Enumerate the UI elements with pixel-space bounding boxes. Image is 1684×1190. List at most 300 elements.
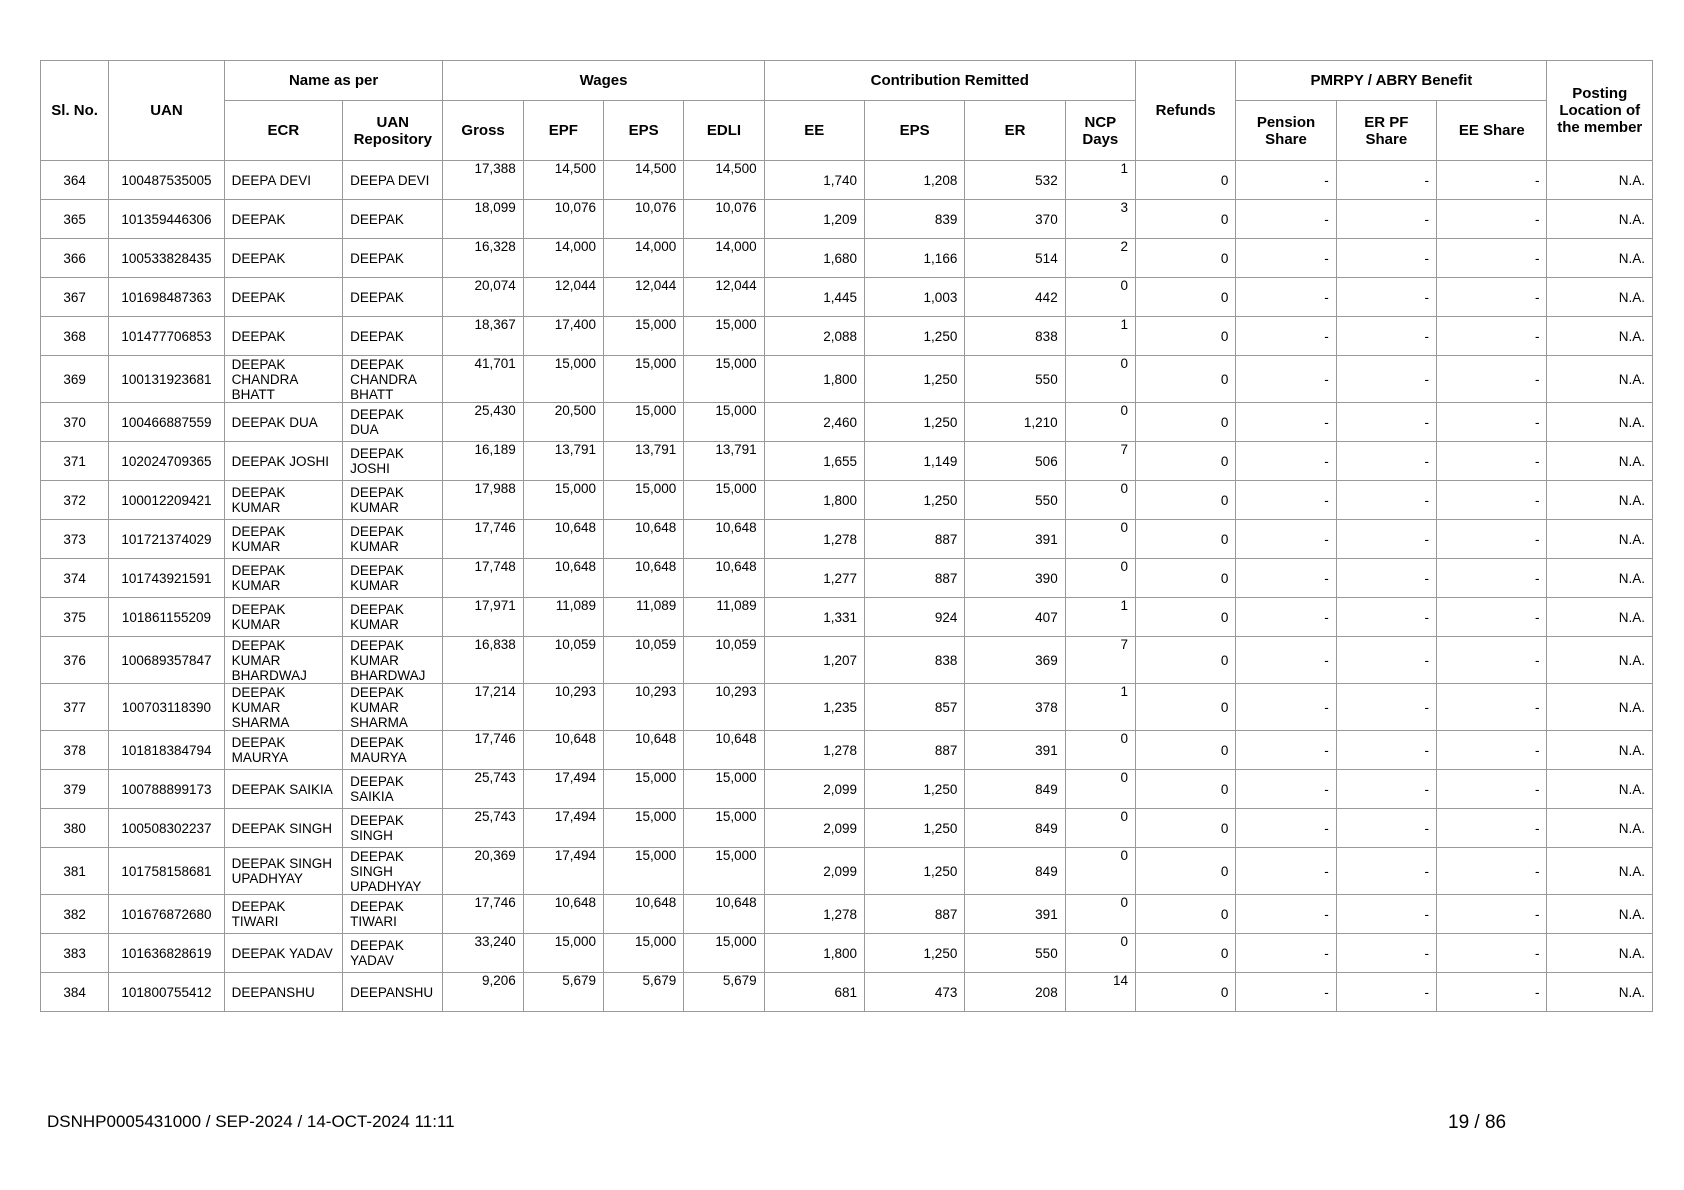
cell-ecr-name: DEEPAK JOSHI xyxy=(224,442,342,481)
cell-contribution-eps: 1,250 xyxy=(864,317,964,356)
cell-ecr-name: DEEPAK DUA xyxy=(224,403,342,442)
cell-epf: 13,791 xyxy=(523,442,603,481)
cell-ee-share: - xyxy=(1437,973,1547,1012)
cell-contribution-eps: 1,208 xyxy=(864,161,964,200)
cell-ee-share: - xyxy=(1437,895,1547,934)
cell-edli: 10,648 xyxy=(684,559,764,598)
cell-edli: 15,000 xyxy=(684,848,764,895)
cell-gross: 9,206 xyxy=(443,973,523,1012)
cell-ncp-days: 1 xyxy=(1065,684,1135,731)
cell-uan: 101721374029 xyxy=(109,520,224,559)
cell-refunds: 0 xyxy=(1135,161,1235,200)
cell-posting-location: N.A. xyxy=(1547,520,1653,559)
cell-contribution-eps: 1,149 xyxy=(864,442,964,481)
cell-er: 506 xyxy=(965,442,1065,481)
cell-refunds: 0 xyxy=(1135,442,1235,481)
cell-refunds: 0 xyxy=(1135,934,1235,973)
cell-ee: 681 xyxy=(764,973,864,1012)
cell-refunds: 0 xyxy=(1135,481,1235,520)
header-contribution-eps: EPS xyxy=(864,101,964,161)
cell-posting-location: N.A. xyxy=(1547,934,1653,973)
cell-posting-location: N.A. xyxy=(1547,848,1653,895)
table-body xyxy=(41,161,1653,1012)
table-row xyxy=(41,200,1653,239)
cell-sl-no: 373 xyxy=(41,520,109,559)
cell-wages-eps: 10,059 xyxy=(604,637,684,684)
cell-sl-no: 368 xyxy=(41,317,109,356)
cell-pension-share: - xyxy=(1236,934,1336,973)
cell-uan-repository-name: DEEPAK KUMAR xyxy=(343,598,443,637)
cell-uan-repository-name: DEEPAK CHANDRA BHATT xyxy=(343,356,443,403)
cell-er: 550 xyxy=(965,934,1065,973)
cell-sl-no: 380 xyxy=(41,809,109,848)
cell-edli: 13,791 xyxy=(684,442,764,481)
cell-wages-eps: 10,648 xyxy=(604,731,684,770)
cell-uan-repository-name: DEEPAK KUMAR xyxy=(343,520,443,559)
table-row xyxy=(41,356,1653,403)
cell-sl-no: 383 xyxy=(41,934,109,973)
cell-uan: 101359446306 xyxy=(109,200,224,239)
cell-epf: 12,044 xyxy=(523,278,603,317)
cell-refunds: 0 xyxy=(1135,770,1235,809)
cell-pension-share: - xyxy=(1236,973,1336,1012)
cell-ee-share: - xyxy=(1437,684,1547,731)
cell-uan: 101861155209 xyxy=(109,598,224,637)
cell-wages-eps: 15,000 xyxy=(604,403,684,442)
cell-uan: 100788899173 xyxy=(109,770,224,809)
cell-uan-repository-name: DEEPAK xyxy=(343,239,443,278)
cell-er-pf-share: - xyxy=(1336,637,1436,684)
cell-uan-repository-name: DEEPAK KUMAR SHARMA xyxy=(343,684,443,731)
cell-er-pf-share: - xyxy=(1336,848,1436,895)
cell-edli: 15,000 xyxy=(684,317,764,356)
cell-ncp-days: 0 xyxy=(1065,770,1135,809)
cell-er: 391 xyxy=(965,520,1065,559)
cell-pension-share: - xyxy=(1236,848,1336,895)
cell-ncp-days: 14 xyxy=(1065,973,1135,1012)
cell-epf: 11,089 xyxy=(523,598,603,637)
footer-document-id: DSNHP0005431000 / SEP-2024 / 14-OCT-2024 11:11 xyxy=(47,1112,455,1131)
cell-refunds: 0 xyxy=(1135,598,1235,637)
cell-edli: 10,648 xyxy=(684,895,764,934)
cell-epf: 15,000 xyxy=(523,481,603,520)
cell-pension-share: - xyxy=(1236,317,1336,356)
cell-er: 370 xyxy=(965,200,1065,239)
cell-edli: 10,059 xyxy=(684,637,764,684)
cell-refunds: 0 xyxy=(1135,848,1235,895)
cell-ee: 2,088 xyxy=(764,317,864,356)
cell-ee-share: - xyxy=(1437,809,1547,848)
cell-gross: 25,743 xyxy=(443,809,523,848)
cell-uan-repository-name: DEEPAK xyxy=(343,200,443,239)
cell-edli: 14,500 xyxy=(684,161,764,200)
cell-uan-repository-name: DEEPAK KUMAR xyxy=(343,559,443,598)
cell-wages-eps: 14,000 xyxy=(604,239,684,278)
cell-er: 532 xyxy=(965,161,1065,200)
cell-ncp-days: 0 xyxy=(1065,403,1135,442)
cell-sl-no: 367 xyxy=(41,278,109,317)
cell-refunds: 0 xyxy=(1135,520,1235,559)
cell-uan: 100012209421 xyxy=(109,481,224,520)
header-pension-share: Pension Share xyxy=(1236,101,1336,161)
cell-edli: 15,000 xyxy=(684,356,764,403)
cell-ee: 1,207 xyxy=(764,637,864,684)
cell-uan: 100131923681 xyxy=(109,356,224,403)
cell-ncp-days: 0 xyxy=(1065,278,1135,317)
cell-edli: 15,000 xyxy=(684,770,764,809)
cell-ee-share: - xyxy=(1437,442,1547,481)
cell-er: 514 xyxy=(965,239,1065,278)
table-row xyxy=(41,598,1653,637)
cell-uan: 100466887559 xyxy=(109,403,224,442)
cell-refunds: 0 xyxy=(1135,356,1235,403)
table-row xyxy=(41,317,1653,356)
table-row xyxy=(41,973,1653,1012)
cell-uan-repository-name: DEEPAK DUA xyxy=(343,403,443,442)
cell-gross: 18,099 xyxy=(443,200,523,239)
table-row xyxy=(41,637,1653,684)
cell-ecr-name: DEEPAK SINGH xyxy=(224,809,342,848)
cell-uan-repository-name: DEEPANSHU xyxy=(343,973,443,1012)
cell-posting-location: N.A. xyxy=(1547,637,1653,684)
cell-wages-eps: 11,089 xyxy=(604,598,684,637)
header-contribution-remitted: Contribution Remitted xyxy=(764,61,1135,101)
cell-gross: 18,367 xyxy=(443,317,523,356)
cell-uan: 100487535005 xyxy=(109,161,224,200)
cell-er-pf-share: - xyxy=(1336,684,1436,731)
cell-ecr-name: DEEPAK xyxy=(224,200,342,239)
cell-uan: 100689357847 xyxy=(109,637,224,684)
cell-edli: 15,000 xyxy=(684,809,764,848)
cell-er-pf-share: - xyxy=(1336,442,1436,481)
cell-ecr-name: DEEPA DEVI xyxy=(224,161,342,200)
cell-ecr-name: DEEPAK YADAV xyxy=(224,934,342,973)
cell-ecr-name: DEEPAK SINGH UPADHYAY xyxy=(224,848,342,895)
cell-ncp-days: 0 xyxy=(1065,356,1135,403)
cell-ee-share: - xyxy=(1437,848,1547,895)
cell-ee-share: - xyxy=(1437,731,1547,770)
cell-posting-location: N.A. xyxy=(1547,770,1653,809)
cell-er: 442 xyxy=(965,278,1065,317)
cell-ncp-days: 0 xyxy=(1065,520,1135,559)
cell-ee: 1,655 xyxy=(764,442,864,481)
cell-epf: 10,293 xyxy=(523,684,603,731)
header-er: ER xyxy=(965,101,1065,161)
header-ee-share: EE Share xyxy=(1437,101,1547,161)
cell-er-pf-share: - xyxy=(1336,731,1436,770)
cell-wages-eps: 15,000 xyxy=(604,770,684,809)
cell-ncp-days: 2 xyxy=(1065,239,1135,278)
cell-gross: 17,971 xyxy=(443,598,523,637)
cell-ee: 2,099 xyxy=(764,770,864,809)
cell-refunds: 0 xyxy=(1135,731,1235,770)
cell-uan-repository-name: DEEPA DEVI xyxy=(343,161,443,200)
cell-sl-no: 376 xyxy=(41,637,109,684)
header-er-pf-share: ER PF Share xyxy=(1336,101,1436,161)
cell-sl-no: 370 xyxy=(41,403,109,442)
cell-er-pf-share: - xyxy=(1336,809,1436,848)
cell-wages-eps: 15,000 xyxy=(604,481,684,520)
cell-er: 849 xyxy=(965,770,1065,809)
cell-ecr-name: DEEPAK xyxy=(224,278,342,317)
cell-er-pf-share: - xyxy=(1336,559,1436,598)
cell-epf: 17,400 xyxy=(523,317,603,356)
cell-epf: 15,000 xyxy=(523,934,603,973)
cell-pension-share: - xyxy=(1236,559,1336,598)
cell-er: 550 xyxy=(965,481,1065,520)
cell-posting-location: N.A. xyxy=(1547,239,1653,278)
cell-contribution-eps: 1,250 xyxy=(864,356,964,403)
cell-uan: 100533828435 xyxy=(109,239,224,278)
header-wages: Wages xyxy=(443,61,764,101)
cell-contribution-eps: 887 xyxy=(864,520,964,559)
cell-edli: 10,076 xyxy=(684,200,764,239)
cell-ecr-name: DEEPAK KUMAR xyxy=(224,559,342,598)
cell-gross: 17,214 xyxy=(443,684,523,731)
cell-ncp-days: 0 xyxy=(1065,848,1135,895)
cell-edli: 5,679 xyxy=(684,973,764,1012)
cell-ncp-days: 1 xyxy=(1065,598,1135,637)
cell-ecr-name: DEEPAK xyxy=(224,317,342,356)
cell-posting-location: N.A. xyxy=(1547,809,1653,848)
table-row xyxy=(41,731,1653,770)
table-row xyxy=(41,161,1653,200)
cell-er: 849 xyxy=(965,848,1065,895)
cell-er: 391 xyxy=(965,895,1065,934)
cell-contribution-eps: 887 xyxy=(864,895,964,934)
cell-pension-share: - xyxy=(1236,356,1336,403)
cell-gross: 16,838 xyxy=(443,637,523,684)
cell-uan: 101818384794 xyxy=(109,731,224,770)
cell-er-pf-share: - xyxy=(1336,973,1436,1012)
cell-er: 407 xyxy=(965,598,1065,637)
cell-contribution-eps: 473 xyxy=(864,973,964,1012)
cell-posting-location: N.A. xyxy=(1547,684,1653,731)
table-row xyxy=(41,895,1653,934)
cell-epf: 10,059 xyxy=(523,637,603,684)
table-row xyxy=(41,848,1653,895)
cell-uan: 101743921591 xyxy=(109,559,224,598)
table-row xyxy=(41,239,1653,278)
ecr-member-table xyxy=(40,60,1653,1012)
cell-gross: 17,746 xyxy=(443,731,523,770)
cell-ecr-name: DEEPAK KUMAR xyxy=(224,520,342,559)
cell-er: 391 xyxy=(965,731,1065,770)
table-row xyxy=(41,278,1653,317)
cell-er-pf-share: - xyxy=(1336,770,1436,809)
cell-ncp-days: 1 xyxy=(1065,317,1135,356)
cell-pension-share: - xyxy=(1236,481,1336,520)
cell-wages-eps: 10,648 xyxy=(604,559,684,598)
header-sl-no: Sl. No. xyxy=(41,61,109,161)
cell-gross: 41,701 xyxy=(443,356,523,403)
cell-sl-no: 381 xyxy=(41,848,109,895)
cell-edli: 10,648 xyxy=(684,520,764,559)
cell-posting-location: N.A. xyxy=(1547,481,1653,520)
cell-gross: 17,746 xyxy=(443,895,523,934)
cell-pension-share: - xyxy=(1236,598,1336,637)
cell-sl-no: 371 xyxy=(41,442,109,481)
cell-contribution-eps: 857 xyxy=(864,684,964,731)
cell-gross: 16,328 xyxy=(443,239,523,278)
cell-pension-share: - xyxy=(1236,239,1336,278)
cell-ncp-days: 0 xyxy=(1065,731,1135,770)
cell-epf: 10,076 xyxy=(523,200,603,239)
cell-gross: 25,743 xyxy=(443,770,523,809)
cell-wages-eps: 15,000 xyxy=(604,317,684,356)
cell-sl-no: 378 xyxy=(41,731,109,770)
cell-wages-eps: 10,648 xyxy=(604,520,684,559)
cell-gross: 17,388 xyxy=(443,161,523,200)
cell-gross: 20,369 xyxy=(443,848,523,895)
cell-posting-location: N.A. xyxy=(1547,403,1653,442)
cell-posting-location: N.A. xyxy=(1547,559,1653,598)
table-row xyxy=(41,481,1653,520)
cell-refunds: 0 xyxy=(1135,684,1235,731)
cell-er: 390 xyxy=(965,559,1065,598)
header-gross: Gross xyxy=(443,101,523,161)
cell-er-pf-share: - xyxy=(1336,598,1436,637)
cell-uan-repository-name: DEEPAK MAURYA xyxy=(343,731,443,770)
cell-ee: 1,278 xyxy=(764,731,864,770)
cell-ee-share: - xyxy=(1437,403,1547,442)
cell-uan-repository-name: DEEPAK TIWARI xyxy=(343,895,443,934)
cell-edli: 15,000 xyxy=(684,934,764,973)
cell-ee: 1,740 xyxy=(764,161,864,200)
cell-posting-location: N.A. xyxy=(1547,200,1653,239)
cell-er-pf-share: - xyxy=(1336,934,1436,973)
cell-ecr-name: DEEPAK SAIKIA xyxy=(224,770,342,809)
cell-uan: 102024709365 xyxy=(109,442,224,481)
cell-ncp-days: 0 xyxy=(1065,895,1135,934)
cell-uan-repository-name: DEEPAK xyxy=(343,317,443,356)
cell-posting-location: N.A. xyxy=(1547,895,1653,934)
header-epf: EPF xyxy=(523,101,603,161)
cell-epf: 20,500 xyxy=(523,403,603,442)
header-wages-eps: EPS xyxy=(604,101,684,161)
cell-sl-no: 384 xyxy=(41,973,109,1012)
cell-er-pf-share: - xyxy=(1336,403,1436,442)
cell-er: 369 xyxy=(965,637,1065,684)
cell-ee: 1,680 xyxy=(764,239,864,278)
cell-ee: 1,445 xyxy=(764,278,864,317)
cell-contribution-eps: 1,250 xyxy=(864,848,964,895)
cell-refunds: 0 xyxy=(1135,403,1235,442)
cell-posting-location: N.A. xyxy=(1547,442,1653,481)
cell-wages-eps: 10,293 xyxy=(604,684,684,731)
cell-contribution-eps: 839 xyxy=(864,200,964,239)
cell-ee: 1,277 xyxy=(764,559,864,598)
cell-sl-no: 379 xyxy=(41,770,109,809)
cell-gross: 33,240 xyxy=(443,934,523,973)
cell-ee-share: - xyxy=(1437,934,1547,973)
cell-uan: 101676872680 xyxy=(109,895,224,934)
cell-epf: 5,679 xyxy=(523,973,603,1012)
table-row xyxy=(41,403,1653,442)
cell-uan-repository-name: DEEPAK KUMAR BHARDWAJ xyxy=(343,637,443,684)
cell-uan: 100703118390 xyxy=(109,684,224,731)
cell-epf: 15,000 xyxy=(523,356,603,403)
cell-refunds: 0 xyxy=(1135,809,1235,848)
cell-ecr-name: DEEPAK MAURYA xyxy=(224,731,342,770)
cell-ecr-name: DEEPAK KUMAR xyxy=(224,598,342,637)
cell-wages-eps: 10,648 xyxy=(604,895,684,934)
cell-contribution-eps: 1,003 xyxy=(864,278,964,317)
cell-sl-no: 365 xyxy=(41,200,109,239)
cell-ee-share: - xyxy=(1437,520,1547,559)
cell-edli: 10,648 xyxy=(684,731,764,770)
cell-refunds: 0 xyxy=(1135,278,1235,317)
cell-epf: 17,494 xyxy=(523,848,603,895)
cell-er-pf-share: - xyxy=(1336,278,1436,317)
cell-ecr-name: DEEPAK TIWARI xyxy=(224,895,342,934)
cell-ee: 1,800 xyxy=(764,934,864,973)
cell-er-pf-share: - xyxy=(1336,356,1436,403)
cell-ee-share: - xyxy=(1437,481,1547,520)
cell-pension-share: - xyxy=(1236,403,1336,442)
cell-ee: 1,331 xyxy=(764,598,864,637)
cell-contribution-eps: 887 xyxy=(864,731,964,770)
cell-ee: 2,099 xyxy=(764,848,864,895)
cell-edli: 10,293 xyxy=(684,684,764,731)
header-uan-repository: UAN Repository xyxy=(343,101,443,161)
cell-ee-share: - xyxy=(1437,161,1547,200)
cell-edli: 15,000 xyxy=(684,403,764,442)
header-posting-location: Posting Location of the member xyxy=(1547,61,1653,161)
cell-epf: 17,494 xyxy=(523,770,603,809)
cell-pension-share: - xyxy=(1236,442,1336,481)
cell-uan: 101758158681 xyxy=(109,848,224,895)
cell-ncp-days: 0 xyxy=(1065,559,1135,598)
cell-er-pf-share: - xyxy=(1336,317,1436,356)
cell-uan: 100508302237 xyxy=(109,809,224,848)
cell-ecr-name: DEEPAK KUMAR BHARDWAJ xyxy=(224,637,342,684)
cell-contribution-eps: 1,166 xyxy=(864,239,964,278)
table-row xyxy=(41,442,1653,481)
cell-edli: 12,044 xyxy=(684,278,764,317)
table-row xyxy=(41,934,1653,973)
cell-uan-repository-name: DEEPAK JOSHI xyxy=(343,442,443,481)
cell-ee-share: - xyxy=(1437,770,1547,809)
cell-uan: 101477706853 xyxy=(109,317,224,356)
cell-wages-eps: 15,000 xyxy=(604,934,684,973)
cell-posting-location: N.A. xyxy=(1547,317,1653,356)
cell-refunds: 0 xyxy=(1135,895,1235,934)
cell-ee: 2,099 xyxy=(764,809,864,848)
cell-ecr-name: DEEPAK xyxy=(224,239,342,278)
cell-posting-location: N.A. xyxy=(1547,161,1653,200)
cell-ee-share: - xyxy=(1437,598,1547,637)
footer-page-number: 19 / 86 xyxy=(1448,1112,1507,1133)
cell-gross: 20,074 xyxy=(443,278,523,317)
cell-er-pf-share: - xyxy=(1336,239,1436,278)
cell-er: 208 xyxy=(965,973,1065,1012)
cell-wages-eps: 13,791 xyxy=(604,442,684,481)
table-row xyxy=(41,809,1653,848)
cell-uan: 101698487363 xyxy=(109,278,224,317)
cell-epf: 10,648 xyxy=(523,520,603,559)
cell-wages-eps: 15,000 xyxy=(604,809,684,848)
cell-uan-repository-name: DEEPAK YADAV xyxy=(343,934,443,973)
cell-ecr-name: DEEPAK KUMAR SHARMA xyxy=(224,684,342,731)
cell-refunds: 0 xyxy=(1135,239,1235,278)
cell-wages-eps: 15,000 xyxy=(604,848,684,895)
cell-ncp-days: 7 xyxy=(1065,637,1135,684)
cell-ee-share: - xyxy=(1437,559,1547,598)
cell-contribution-eps: 1,250 xyxy=(864,481,964,520)
cell-gross: 25,430 xyxy=(443,403,523,442)
cell-contribution-eps: 1,250 xyxy=(864,770,964,809)
